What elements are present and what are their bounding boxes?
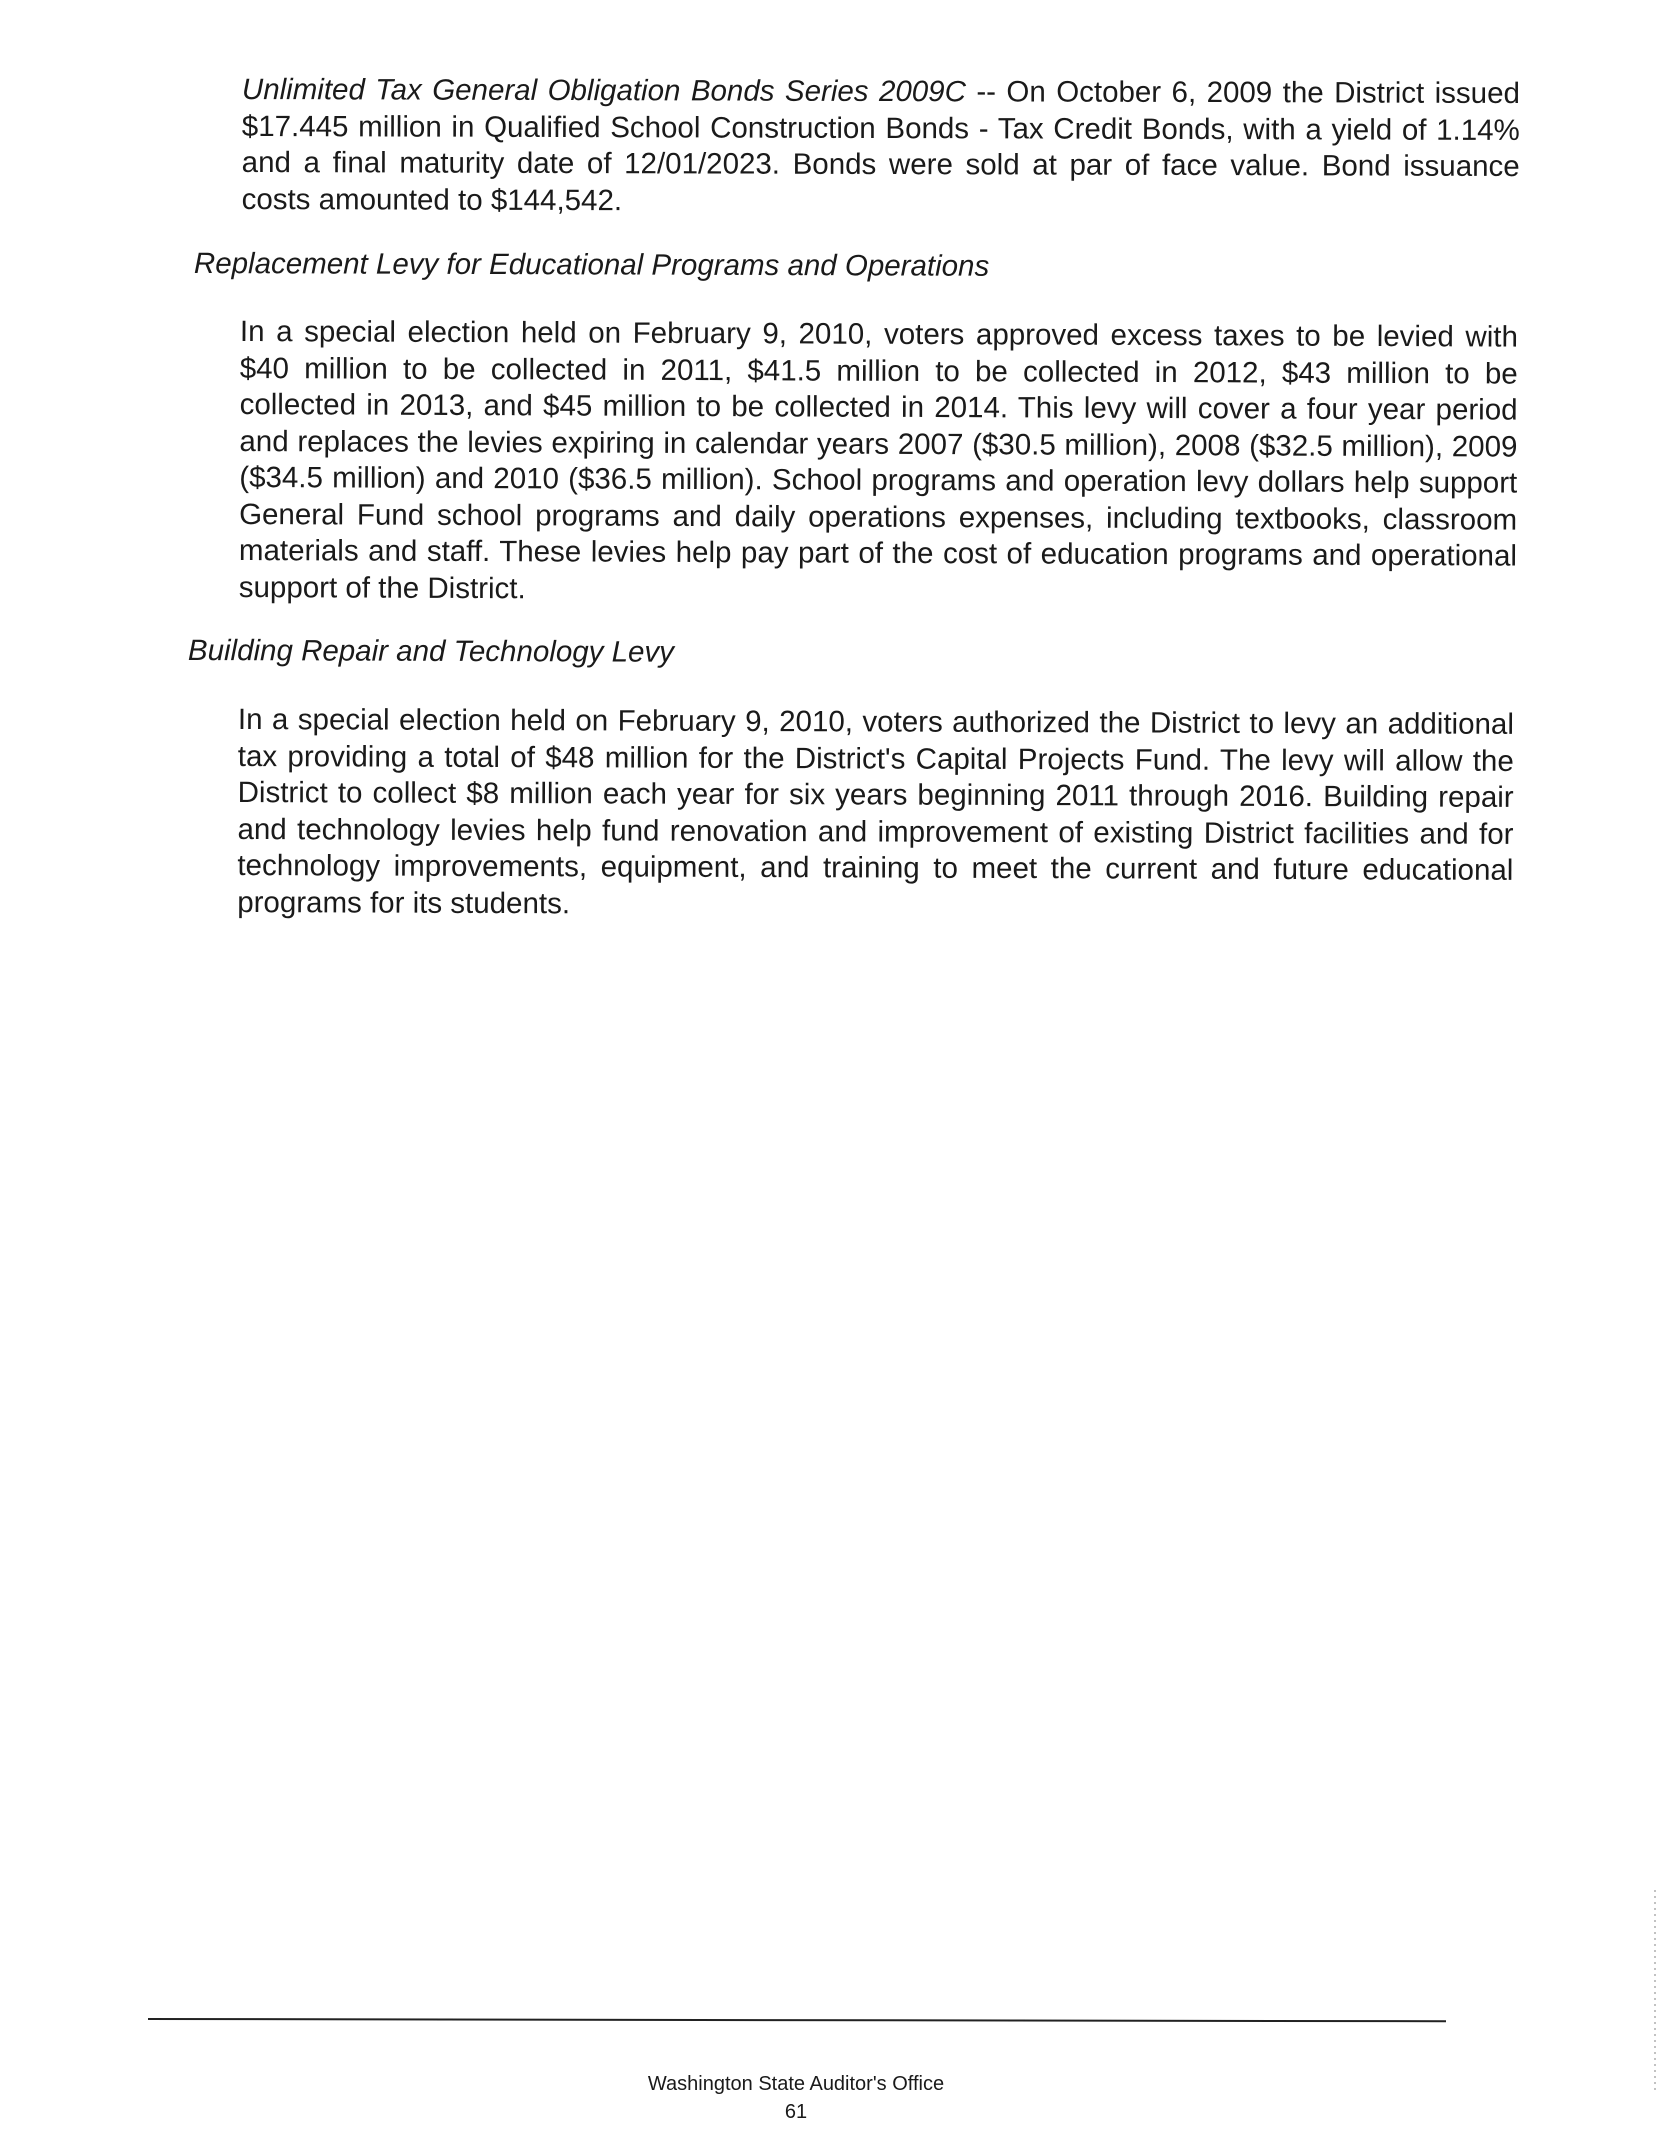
bonds-separator: --	[965, 75, 1007, 109]
building-levy-paragraph: In a special election held on February 9, 2010, voters authorized the District to levy an additional tax providing a total of $48 million for the District's Capital Projects Fund. The levy will allow the District to collect $8 million each year for six years beginning 2011 through 2016. Building repair and technology levies help fund renovation and improvement of existing District facilities and for technology improvements, equipment, and training to meet the current and future educational programs for its students.	[237, 703, 1514, 920]
replacement-levy-heading: Replacement Levy for Educational Programs and Operations	[193, 247, 990, 283]
bonds-body: On October 6, 2009 the District issued $17.445 million in Qualified School Construction Bonds - Tax Credit Bonds, with a yield of 1.14% and a final maturity date of 12/01/2023. Bonds were sold at par of face value. Bond issuance costs amounted to $144,542.	[241, 75, 1520, 217]
page-number: 61	[784, 2101, 808, 2123]
building-levy-heading: Building Repair and Technology Levy	[187, 634, 674, 669]
replacement-levy-paragraph: In a special election held on February 9, 2010, voters approved excess taxes to be levied with $40 million to be collected in 2011, $41.5 million to be collected in 2012, $43 million to be collected in 2013, and $45 million to be collected in 2014. This levy will cover a four year period and replaces the levies expiring in calendar years 2007 ($30.5 million), 2008 ($32.5 million), 2009 ($34.5 million) and 2010 ($36.5 million). School programs and operation levy dollars help support General Fund school programs and daily operations expenses, including textbooks, classroom materials and staff. These levies help pay part of the cost of education programs and operational support of the District.	[238, 315, 1518, 605]
footer-divider	[148, 2018, 1446, 2022]
bonds-title: Unlimited Tax General Obligation Bonds Series 2009C	[241, 72, 966, 109]
bonds-paragraph	[242, 72, 1520, 222]
footer-office-name: Washington State Auditor's Office	[647, 2073, 945, 2095]
scan-edge-marks	[1654, 1890, 1656, 2090]
